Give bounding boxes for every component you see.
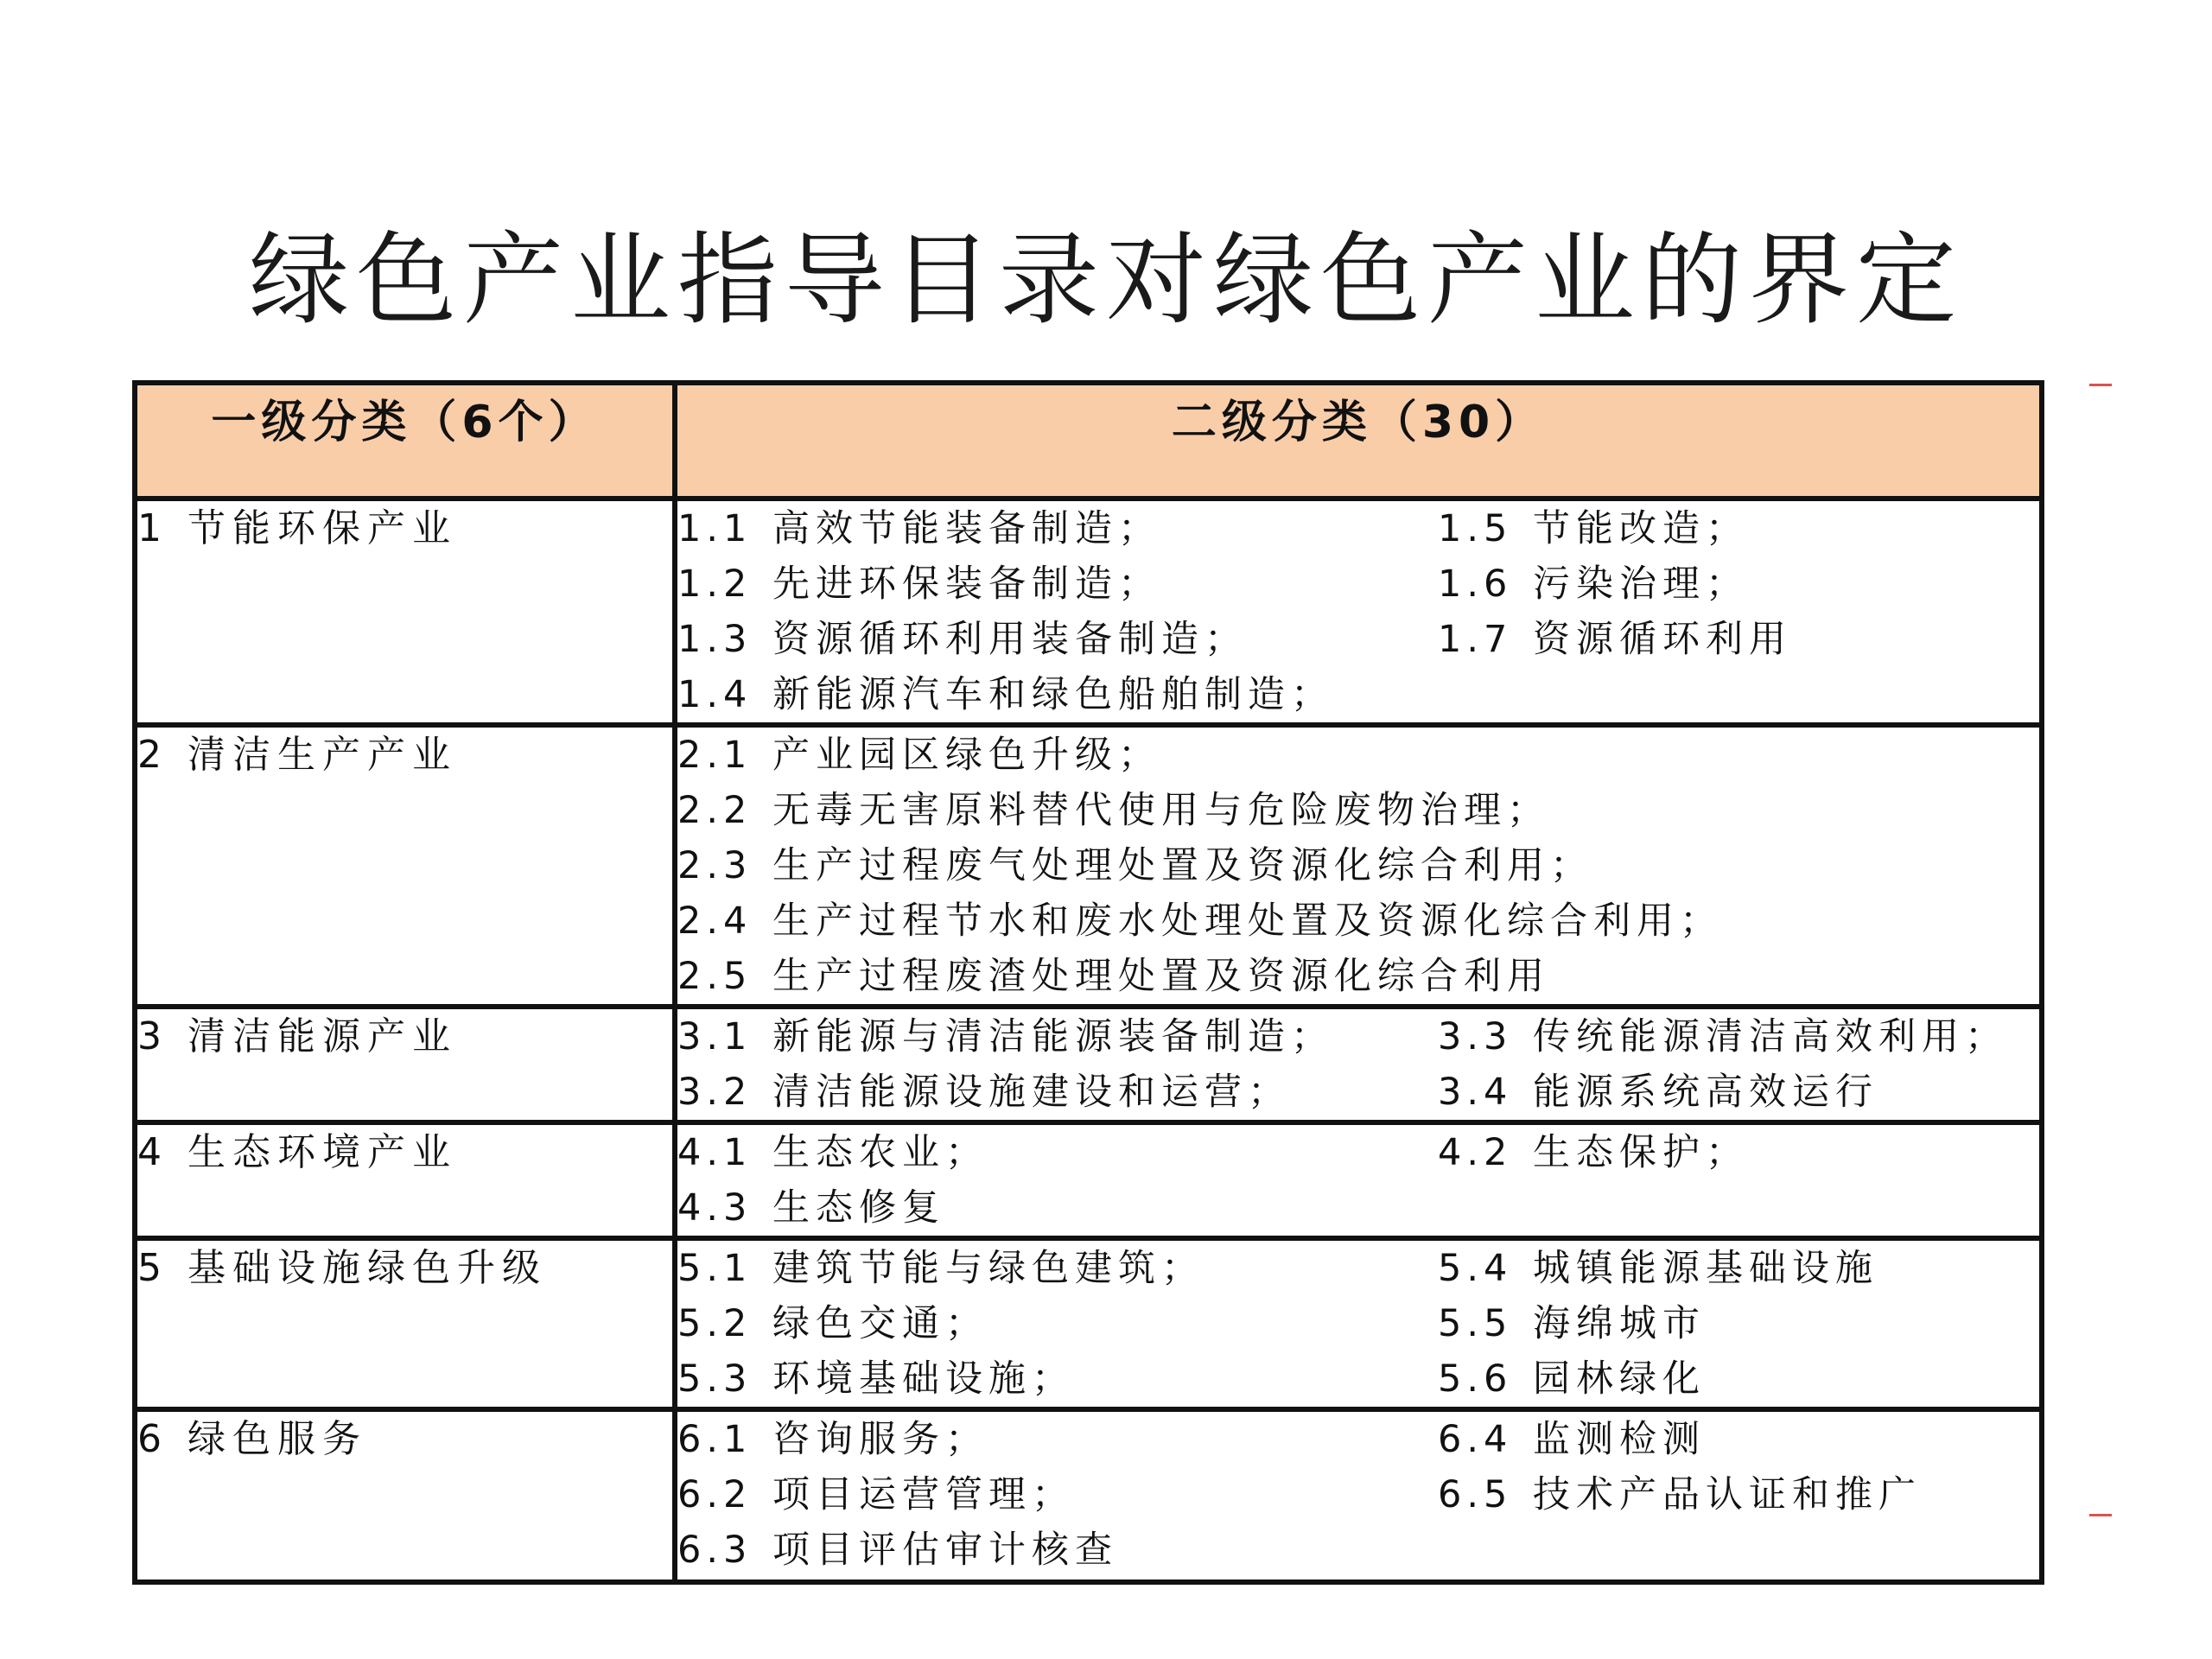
list-item: [677, 728, 2025, 783]
list-item: [1438, 501, 2017, 556]
subcategory-cell: [675, 725, 2042, 1007]
item-text: 能源系统高效运行: [1533, 1071, 1878, 1114]
item-number: 3.4: [1438, 1071, 1513, 1114]
subcategory-list: [677, 1412, 2039, 1578]
classification-table: [132, 380, 2044, 1585]
list-item: [1438, 1125, 2017, 1180]
list-item: [1438, 1467, 2017, 1522]
list-item: [1438, 1351, 2017, 1407]
item-text: 绿色交通；: [772, 1302, 988, 1345]
table-row: [135, 1409, 2042, 1582]
item-text: 资源循环利用: [1533, 618, 1792, 661]
item-text: 产业园区绿色升级；: [772, 734, 1161, 777]
category-cell: 6 绿色服务: [135, 1409, 675, 1582]
item-text: 生产过程节水和废水处理处置及资源化综合利用；: [772, 899, 1723, 943]
item-text: 清洁能源设施建设和运营；: [772, 1071, 1291, 1114]
item-number: 5.4: [1438, 1247, 1513, 1290]
subcategory-cell: [675, 499, 2042, 725]
item-number: 4.2: [1438, 1131, 1513, 1174]
list-item: [677, 1296, 1438, 1351]
item-text: 高效节能装备制造；: [772, 507, 1161, 550]
item-text: 生态保护；: [1533, 1131, 1749, 1174]
item-text: 咨询服务；: [772, 1418, 988, 1461]
table-row: [135, 1122, 2042, 1238]
list-item: [1438, 556, 2017, 612]
item-number: 2.2: [677, 789, 753, 832]
item-number: 2.4: [677, 899, 753, 943]
item-number: 2.1: [677, 734, 753, 777]
subcategory-list: [677, 501, 2039, 722]
item-number: 3.2: [677, 1071, 753, 1114]
item-number: 5.5: [1438, 1302, 1513, 1345]
subcategory-cell: [675, 1122, 2042, 1238]
subcategory-cell: [675, 1007, 2042, 1122]
item-number: 5.6: [1438, 1357, 1513, 1401]
list-item: [1438, 1180, 2017, 1236]
list-item: [1438, 612, 2017, 667]
category-cell: 2 清洁生产产业: [135, 725, 675, 1007]
item-text: 项目评估审计核查: [772, 1529, 1118, 1572]
list-item: [677, 893, 2025, 949]
list-item: [677, 501, 1438, 556]
list-item: [677, 1065, 1438, 1120]
item-text: 节能改造；: [1533, 507, 1749, 550]
category-cell: 5 基础设施绿色升级: [135, 1238, 675, 1409]
list-item: [1438, 667, 2017, 722]
item-number: 6.1: [677, 1418, 753, 1461]
list-item: [677, 1522, 1438, 1578]
item-number: 3.1: [677, 1015, 753, 1058]
item-number: 6.3: [677, 1529, 753, 1572]
item-text: 污染治理；: [1533, 563, 1749, 606]
item-number: 2.5: [677, 955, 753, 998]
item-number: 1.4: [677, 673, 753, 716]
list-item: [677, 556, 1438, 612]
item-number: 5.2: [677, 1302, 753, 1345]
item-number: 5.3: [677, 1357, 753, 1401]
category-cell: 1 节能环保产业: [135, 499, 675, 725]
list-item: [677, 1351, 1438, 1407]
item-text: 建筑节能与绿色建筑；: [772, 1247, 1205, 1290]
subcategory-cell: [675, 1409, 2042, 1582]
list-item: [677, 612, 1438, 667]
item-number: 6.5: [1438, 1473, 1513, 1516]
list-item: [1438, 1412, 2017, 1467]
list-item: [677, 949, 2025, 1004]
item-number: 4.3: [677, 1186, 753, 1230]
item-text: 传统能源清洁高效利用；: [1533, 1015, 2008, 1058]
item-text: 海绵城市: [1533, 1302, 1706, 1345]
list-item: [1438, 1065, 2017, 1120]
table-row: [135, 499, 2042, 725]
item-text: 资源循环利用装备制造；: [772, 618, 1248, 661]
subcategory-list: [677, 1125, 2039, 1236]
header-level2: 二级分类（30）: [675, 383, 2042, 499]
item-text: 生态农业；: [772, 1131, 988, 1174]
category-cell: 4 生态环境产业: [135, 1122, 675, 1238]
item-number: 6.4: [1438, 1418, 1513, 1461]
list-item: [677, 1467, 1438, 1522]
table-row: [135, 725, 2042, 1007]
item-text: 园林绿化: [1533, 1357, 1706, 1401]
item-text: 项目运营管理；: [772, 1473, 1075, 1516]
page-title: 绿色产业指导目录对绿色产业的界定: [249, 222, 1963, 339]
list-item: [1438, 1296, 2017, 1351]
header-row: [135, 383, 2042, 499]
list-item: [677, 783, 2025, 838]
item-number: 6.2: [677, 1473, 753, 1516]
item-text: 生产过程废气处理处置及资源化综合利用；: [772, 844, 1593, 887]
item-text: 新能源汽车和绿色船舶制造；: [772, 673, 1334, 716]
item-text: 城镇能源基础设施: [1533, 1247, 1878, 1290]
item-text: 生态修复: [772, 1186, 945, 1230]
item-number: 1.1: [677, 507, 753, 550]
item-number: 1.3: [677, 618, 753, 661]
list-item: [677, 667, 1438, 722]
list-item: [677, 1180, 1438, 1236]
item-text: 新能源与清洁能源装备制造；: [772, 1015, 1334, 1058]
table-row: [135, 1238, 2042, 1409]
item-number: 1.7: [1438, 618, 1513, 661]
item-text: 无毒无害原料替代使用与危险废物治理；: [772, 789, 1550, 832]
subcategory-list: [677, 1241, 2039, 1407]
list-item: [1438, 1522, 2017, 1578]
list-item: [677, 1009, 1438, 1065]
list-item: [677, 1241, 1438, 1296]
item-number: 1.2: [677, 563, 753, 606]
item-number: 1.6: [1438, 563, 1513, 606]
header-level1: 一级分类（6个）: [135, 383, 675, 499]
decor-mark-bottom: [2089, 1514, 2112, 1516]
list-item: [677, 1125, 1438, 1180]
list-item: [677, 838, 2025, 893]
item-text: 生产过程废渣处理处置及资源化综合利用: [772, 955, 1550, 998]
item-number: 2.3: [677, 844, 753, 887]
subcategory-cell: [675, 1238, 2042, 1409]
subcategory-list: [677, 728, 2039, 1004]
item-number: 1.5: [1438, 507, 1513, 550]
item-text: 环境基础设施；: [772, 1357, 1075, 1401]
list-item: [677, 1412, 1438, 1467]
category-cell: 3 清洁能源产业: [135, 1007, 675, 1122]
item-text: 技术产品认证和推广: [1533, 1473, 1922, 1516]
item-number: 3.3: [1438, 1015, 1513, 1058]
table-row: [135, 1007, 2042, 1122]
subcategory-list: [677, 1009, 2039, 1120]
list-item: [1438, 1241, 2017, 1296]
item-text: 监测检测: [1533, 1418, 1706, 1461]
item-text: 先进环保装备制造；: [772, 563, 1161, 606]
list-item: [1438, 1009, 2017, 1065]
decor-mark-top: [2089, 384, 2112, 386]
item-number: 5.1: [677, 1247, 753, 1290]
item-number: 4.1: [677, 1131, 753, 1174]
